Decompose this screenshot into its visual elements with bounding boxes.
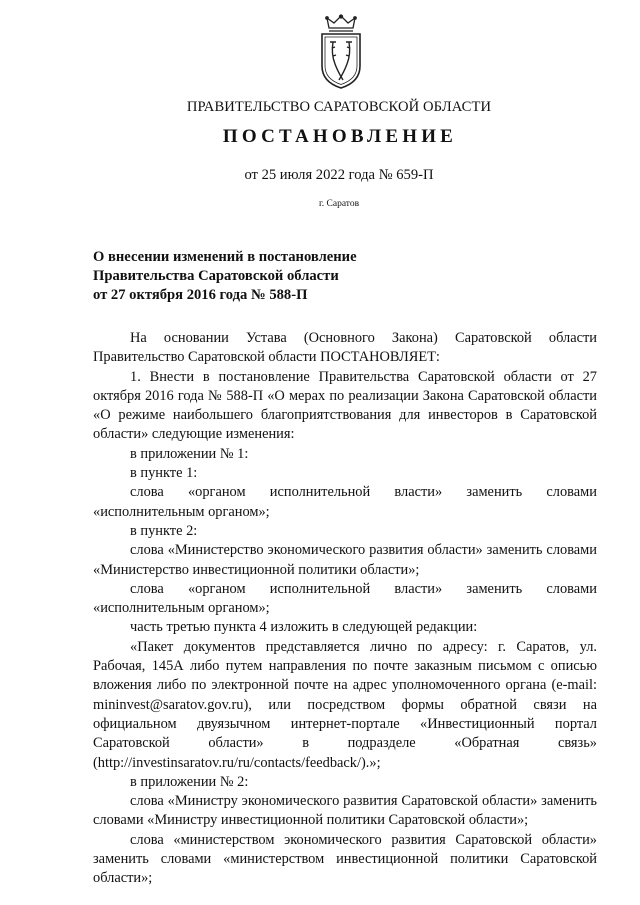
decree-subject xyxy=(93,248,453,305)
body-paragraph: слова «органом исполнительной власти» заменить словами «исполнительным органом»; xyxy=(93,484,597,520)
body-paragraph: 1. Внести в постановление Правительства Саратовской области от 27 октября 2016 года № 588-П «О мерах по реализации Закона Саратовской области «О режиме наибольшего благоприятствования для инвесторов в Саратовской области» следующие изменения: xyxy=(93,368,597,443)
body-paragraph: «Пакет документов представляется лично по адресу: г. Саратов, ул. Рабочая, 145А либо путем направления по почте заказным письмом с описью вложения либо по электронной почте на адрес уполномоченного органа (e-mail: mininvest@saratov.gov.ru), или посредством формы обратной связи на официальном двуязычном интернет-портале «Инвестиционный портал Саратовской области» в подразделе «Обратная связь» (http://investinsaratov.ru/ru/contacts/feedback/).»; xyxy=(93,638,597,771)
subject-line: О внесении изменений в постановление xyxy=(93,249,357,265)
body-paragraph: в пункте 1: xyxy=(130,465,198,482)
body-paragraph: слова «Министерство экономического развития области» заменить словами «Министерство инвестиционной политики области»; xyxy=(93,542,597,578)
body-paragraph: в приложении № 2: xyxy=(130,773,249,790)
body-paragraph: слова «Министру экономического развития Саратовской области» заменить словами «Министру инвестиционной политики Саратовской области»; xyxy=(93,793,597,829)
body-paragraph: слова «органом исполнительной власти» заменить словами «исполнительным органом»; xyxy=(93,580,597,617)
subject-line: от 27 октября 2016 года № 588-П xyxy=(93,287,308,303)
document-type: ПОСТАНОВЛЕНИЕ xyxy=(222,126,458,147)
body-paragraph: На основании Устава (Основного Закона) Саратовской области Правительство Саратовской области ПОСТАНОВЛЯЕТ: xyxy=(93,330,597,366)
decree-date-number: от 25 июля 2022 года № 659-П xyxy=(244,167,434,183)
decree-body xyxy=(93,329,597,889)
body-paragraph: часть третью пункта 4 изложить в следующей редакции: xyxy=(130,619,478,636)
organization-title: ПРАВИТЕЛЬСТВО САРАТОВСКОЙ ОБЛАСТИ xyxy=(186,99,492,115)
body-paragraph: слова «министерством экономического развития Саратовской области» заменить словами «министерством инвестиционной политики Саратовской области»; xyxy=(93,831,597,887)
coat-of-arms-icon xyxy=(319,14,363,90)
body-paragraph: в приложении № 1: xyxy=(130,445,249,462)
body-paragraph: в пункте 2: xyxy=(130,522,198,539)
subject-line: Правительства Саратовской области xyxy=(93,268,339,284)
city-name: г. Саратов xyxy=(318,199,360,209)
